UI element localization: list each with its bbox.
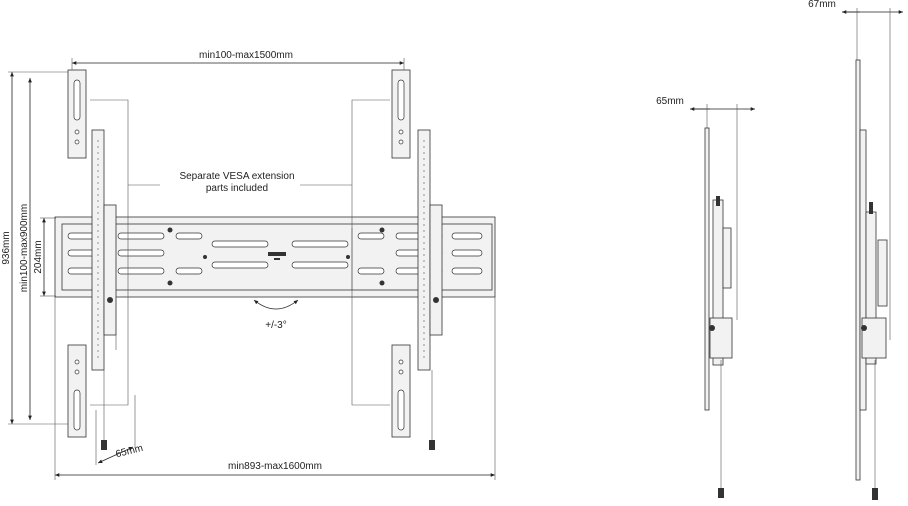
- rail-height-label: 204mm: [33, 240, 44, 274]
- dimension-rail-height: [33, 218, 56, 296]
- dimension-vesa-height: [19, 78, 30, 420]
- side-plate-min: [705, 128, 732, 498]
- extension-note-line2: parts included: [205, 183, 269, 194]
- side-view-max: [808, 0, 903, 500]
- top-width-label: min100-max1500mm: [199, 50, 293, 61]
- vesa-extension-left-bottom: [68, 345, 86, 437]
- vesa-extension-right-top: [392, 70, 410, 158]
- dimension-wall-gap: [96, 395, 144, 465]
- dimension-top-width: [72, 50, 404, 70]
- overall-height-label: 936mm: [1, 231, 12, 265]
- vesa-arm-right: [418, 130, 442, 450]
- side-plate-max: [856, 60, 887, 500]
- vesa-height-label: min100-max900mm: [19, 203, 30, 293]
- wall-gap-label: 65mm: [114, 442, 145, 461]
- front-view: [1, 50, 495, 480]
- tilt-indicator: [254, 300, 298, 331]
- side-depth-max-label: 67mm: [808, 0, 836, 10]
- dimension-side-depth-max: [808, 0, 903, 340]
- vesa-extension-right-bottom: [392, 345, 410, 437]
- extension-note-line1: Separate VESA extension: [179, 171, 295, 182]
- extension-note: [179, 171, 294, 194]
- tilt-label: +/-3°: [265, 320, 287, 331]
- vesa-extension-left-top: [68, 70, 86, 158]
- bottom-width-label: min893-max1600mm: [228, 461, 322, 472]
- side-depth-min-label: 65mm: [656, 96, 684, 107]
- side-view-min: [656, 96, 755, 498]
- vesa-arm-left: [92, 130, 116, 450]
